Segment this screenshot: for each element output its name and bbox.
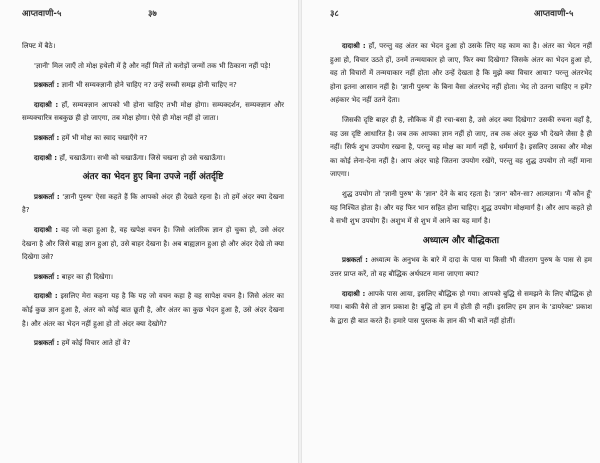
right-page: [302, 0, 600, 463]
left-header-title: आप्तवाणी-५: [22, 9, 62, 19]
paragraph: दादाश्री : वह जो कहा हुआ है, वह खपेक्ष वचन है। जिसे आंतरिक ज्ञान हो चुका हो, उसे अंदर देखना है और जिसे बाह्य ज्ञान हुआ हो, उसे बाहर देखना है। अब बाह्यज्ञान हुआ हो और अंदर देखे तो क्या दिखेगा उसे?: [22, 225, 284, 262]
paragraph: प्रश्नकर्ता : अध्यात्म के अनुभव के बारे में दादा के पास या किसी भी वीतराग पुरुष के पास से हम उत्तर प्राप्त करें, तो वह बौद्धिक अर्थघटन माना जाएगा क्या?: [330, 256, 592, 278]
left-content: [22, 40, 284, 357]
left-page-number: ३७: [148, 9, 157, 19]
paragraph: प्रश्नकर्ता : हमें कोई विचार आते हों वे?: [34, 339, 131, 348]
speaker-label: प्रश्नकर्ता :: [34, 272, 60, 281]
paragraph: शुद्ध उपयोग तो 'ज्ञानी पुरुष' के 'ज्ञान' देने के बाद रहता है। 'ज्ञान' कौन-सा? आत्मज्ञान। 'मैं कौन हूँ' यह निश्चित होता है। और यह फिर भान सहित होना चाहिए। शुद्ध उपयोग मोक्षमार्ग है। और आप कहते हो वे सभी शुभ उपयोग हैं। अशुभ में से शुभ में आने का यह मार्ग है।: [330, 189, 592, 226]
paragraph: प्रश्नकर्ता : ज्ञानी भी सम्यक्ज्ञानी होने चाहिए न? उन्हें सच्ची समझ होनी चाहिए न?: [34, 81, 237, 90]
speaker-label: प्रश्नकर्ता :: [34, 133, 60, 142]
paragraph: 'ज्ञानी' मिल जाएँ तो मोक्ष हथेली में है और नहीं मिलें तो करोड़ों जन्मों तक भी ठिकाना नहीं पड़े!: [34, 61, 271, 70]
speaker-label: दादाश्री :: [34, 292, 58, 301]
speaker-label: दादाश्री :: [342, 289, 366, 298]
paragraph: दादाश्री : हाँ, चखाऊँगा। सभी को चखाऊँगा। जिसे चखना हो उसे चखाऊँगा।: [34, 153, 226, 162]
right-content: [330, 40, 592, 334]
paragraph: प्रश्नकर्ता : बाहर का ही दिखेगा।: [34, 272, 114, 281]
right-header-title: आप्तवाणी-५: [534, 9, 574, 19]
paragraph: प्रश्नकर्ता : 'ज्ञानी पुरुष' ऐसा कहते हैं कि आपको अंदर ही देखते रहना है। तो हमें अंदर क्या देखना है?: [22, 192, 284, 215]
section-heading: अध्यात्म और बौद्धिकता: [422, 235, 500, 246]
paragraph: लिफ्ट में बैठे।: [22, 42, 56, 50]
paragraph: प्रश्नकर्ता : हमें भी मोक्ष का स्वाद चखाएँगे न?: [34, 133, 148, 142]
speaker-label: दादाश्री :: [34, 153, 58, 162]
paragraph: दादाश्री : इसलिए मेरा कहना यह है कि यह जो वचन कहा है वह सापेक्ष वचन है। जिसे अंतर का कोई कुछ ज्ञान हुआ है, अंतर को कोई बात छूती है, और अंतर का कुछ भेदन हुआ है, उसे अंदर देखना है। और अंतर का भेदन नहीं हुआ हो तो अंदर क्या देखोगे?: [22, 292, 284, 328]
speaker-label: प्रश्नकर्ता :: [342, 256, 368, 265]
paragraph: दादाश्री : हाँ, परन्तु वह अंतर का भेदन हुआ हो उसके लिए यह काम का है। अंतर का भेदन नहीं हुआ हो, विचार उठते हों, उनमें तन्मयाकार हो जाए, फिर क्या दिखेगा? जिसके अंतर का भेदन हुआ हो, वह तो विचारों में तन्मयाकार नहीं होता और उन्हें देखता है कि मुझे क्या विचार आया? परन्तु अंतरभेद होना इतना आसान नहीं है। 'ज्ञानी पुरुष' के बिना वैसा अंतरभेद नहीं होता। भेद तो उतना चाहिए न हमें? अहंकार भेद नहीं उतने देता।: [330, 42, 592, 105]
speaker-label: प्रश्नकर्ता :: [34, 339, 60, 348]
speaker-label: प्रश्नकर्ता :: [34, 81, 60, 90]
paragraph: दादाश्री : हाँ, सम्यक्ज्ञान आपको भी होना चाहिए तभी मोक्ष होगा। सम्यक्दर्शन, सम्यक्ज्ञान और सम्यक्चारित्र सबकुछ ही हो जाएगा, तब मोक्ष होगा। ऐसे ही मोक्ष नहीं हो जाता।: [22, 100, 284, 123]
paragraph: दादाश्री : आपके पास आया, इसलिए बौद्धिक हो गया। आपको बुद्धि से समझने के लिए बौद्धिक हो गया। बाकी वैसे तो ज्ञान प्रकाश है! बुद्धि तो हम में होती ही नहीं। इसलिए हम ज्ञान के 'डायरेक्ट' प्रकाश के द्वारा ही बात करते हैं। हमारे पास पुस्तक के ज्ञान की भी बातें नहीं होतीं।: [330, 289, 592, 325]
speaker-label: प्रश्नकर्ता :: [34, 192, 60, 201]
right-page-number: ३८: [330, 9, 339, 19]
left-page: [0, 0, 298, 463]
speaker-label: दादाश्री :: [342, 42, 366, 50]
speaker-label: दादाश्री :: [34, 100, 59, 109]
paragraph: जिसकी दृष्टि बाहर ही है, लौकिक में ही रचा-बसा है, उसे अंदर क्या दिखेगा? उसकी रुचना वहाँ है, वह उस दृष्टि आधारित है। जब तक आपका ज्ञान नहीं हो जाए, तब तक अंदर कुछ भी देखने जैसा है ही नहीं। सिर्फ शुभ उपयोग रखना है, परन्तु वह मोक्ष का मार्ग नहीं है, धर्ममार्ग है। इसलिए उसका और मोक्ष का कोई लेना-देना नहीं है। आप अंदर चाहे जितना उपयोग रखेंगे, परन्तु वह शुद्ध उपयोग तो नहीं माना जाएगा।: [330, 115, 592, 179]
speaker-label: दादाश्री :: [34, 225, 59, 234]
section-heading: अंतर का भेदन हुए बिना उपजे नहीं अंतर्दृष्टि: [82, 172, 224, 183]
